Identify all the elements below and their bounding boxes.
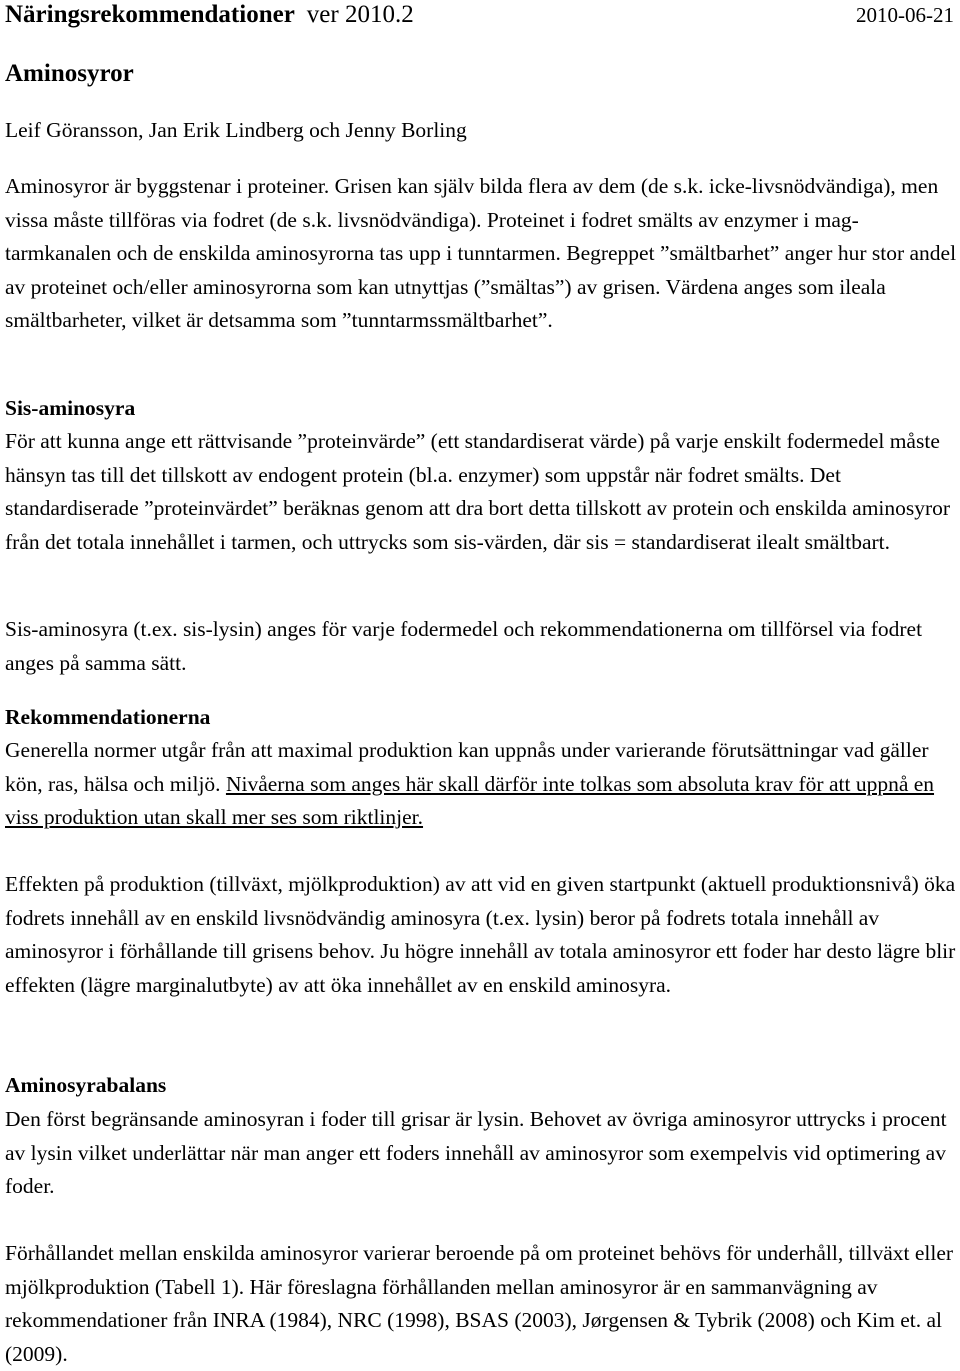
page-title: Aminosyror bbox=[5, 60, 134, 87]
section-heading-rekommendationerna: Rekommendationerna bbox=[5, 705, 211, 729]
balans-paragraph-2: Förhållandet mellan enskilda aminosyror varierar beroende på om proteinet behövs för underhåll, tillväxt eller mjölkproduktion (Tabell 1). Här föreslagna förhållanden mellan aminosyror är en sammanvägning av rekommendationer från INRA (1984), NRC (1998), BSAS (2003), Jørgensen & Tybrik (2008) och Kim et. al (2009). bbox=[5, 1241, 954, 1366]
header-version: ver 2010.2 bbox=[306, 1, 414, 28]
section-heading-aminosyrabalans: Aminosyrabalans bbox=[5, 1073, 167, 1097]
header-date: 2010-06-21 bbox=[856, 3, 954, 27]
authors-line: Leif Göransson, Jan Erik Lindberg och Jenny Borling bbox=[5, 118, 467, 142]
header-left bbox=[5, 0, 414, 30]
rek-paragraph-1 bbox=[5, 734, 957, 835]
page-header bbox=[5, 0, 957, 30]
header-title: Näringsrekommendationer bbox=[5, 1, 295, 28]
sis-paragraph-2: Sis-aminosyra (t.ex. sis-lysin) anges för varje fodermedel och rekommendationerna om tillförsel via fodret anges på samma sätt. bbox=[5, 617, 923, 675]
rek-paragraph-1-text: Generella normer utgår från att maximal produktion kan uppnås under varierande förutsättningar vad gäller kön, ras, hälsa och miljö. bbox=[5, 738, 929, 796]
section-heading-sis-aminosyra: Sis-aminosyra bbox=[5, 396, 136, 420]
balans-paragraph-1: Den först begränsande aminosyran i foder till grisar är lysin. Behovet av övriga aminosyror uttrycks i procent av lysin vilket underlättar när man anger ett foders innehåll av aminosyror som exempelvis vid optimering av foder. bbox=[5, 1107, 947, 1199]
intro-paragraph: Aminosyror är byggstenar i proteiner. Grisen kan själv bilda flera av dem (de s.k. icke-livsnödvändiga), men vissa måste tillföras via fodret (de s.k. livsnödvändiga). Proteinet i fodret smälts av enzymer i mag-tarmkanalen och de enskilda aminosyrorna tas upp i tunntarmen. Begreppet ”smältbarhet” anger hur stor andel av proteinet och/eller aminosyrorna som kan utnyttjas (”smältas”) av grisen. Värdena anges som ileala smältbarheter, vilket är detsamma som ”tunntarmssmältbarhet”. bbox=[5, 174, 957, 333]
rek-paragraph-2: Effekten på produktion (tillväxt, mjölkproduktion) av att vid en given startpunkt (aktuell produktionsnivå) öka fodrets innehåll av en enskild livsnödvändig aminosyra (t.ex. lysin) beror på fodrets totala innehåll av aminosyror i förhållande till grisens behov. Ju högre innehåll av totala aminosyror ett foder har desto lägre blir effekten (lägre marginalutbyte) av att öka innehållet av en enskild aminosyra. bbox=[5, 872, 956, 997]
sis-paragraph-1: För att kunna ange ett rättvisande ”proteinvärde” (ett standardiserat värde) på varje enskilt fodermedel måste hänsyn tas till det tillskott av endogent protein (bl.a. enzymer) som uppstår när fodret smälts. Det standardiserade ”proteinvärdet” beräknas genom att dra bort detta tillskott av protein och enskilda aminosyror från det totala innehållet i tarmen, och uttrycks som sis-värden, där sis = standardiserat ilealt smältbart. bbox=[5, 429, 951, 554]
rek-paragraph-1-underlined-text: Nivåerna som anges här skall därför inte tolkas som absoluta krav för att uppnå en viss produktion utan skall mer ses som riktlinjer. bbox=[5, 771, 935, 830]
